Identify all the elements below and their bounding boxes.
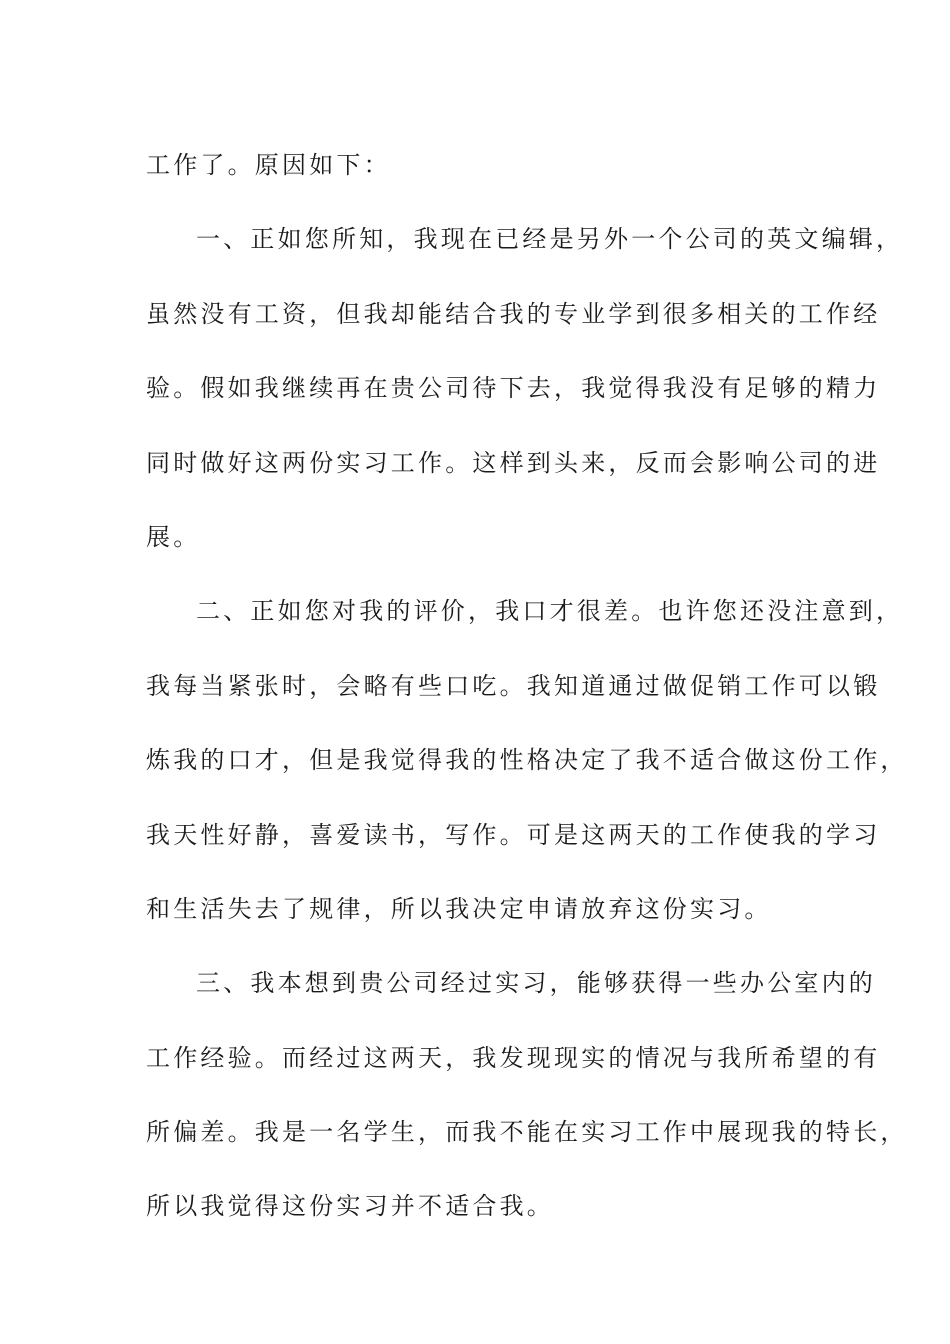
text-line: 工作经验。而经过这两天，我发现现实的情况与我所希望的有: [146, 1043, 881, 1072]
text-line: 我每当紧张时，会略有些口吃。我知道通过做促销工作可以锻: [146, 671, 881, 700]
text-line: 展。: [146, 522, 201, 551]
text-line: 和生活失去了规律，所以我决定申请放弃这份实习。: [146, 894, 772, 923]
text-line: 我天性好静，喜爱读书，写作。可是这两天的工作使我的学习: [146, 820, 881, 849]
text-line: 虽然没有工资，但我却能结合我的专业学到很多相关的工作经: [146, 299, 881, 328]
paragraph-2-start: 二、正如您对我的评价，我口才很差。也许您还没注意到，: [196, 597, 904, 626]
text-line: 炼我的口才，但是我觉得我的性格决定了我不适合做这份工作，: [146, 746, 908, 775]
paragraph-3-start: 三、我本想到贵公司经过实习，能够获得一些办公室内的: [196, 969, 876, 998]
text-line: 所偏差。我是一名学生，而我不能在实习工作中展现我的特长，: [146, 1118, 908, 1147]
text-line: 验。假如我继续再在贵公司待下去，我觉得我没有足够的精力: [146, 374, 881, 403]
text-line: 工作了。原因如下：: [146, 151, 391, 179]
document-body: [146, 128, 908, 1244]
text-line: 同时做好这两份实习工作。这样到头来，反而会影响公司的进: [146, 448, 881, 477]
text-line: 所以我觉得这份实习并不适合我。: [146, 1192, 554, 1221]
paragraph-1-start: 一、正如您所知，我现在已经是另外一个公司的英文编辑，: [196, 225, 904, 254]
